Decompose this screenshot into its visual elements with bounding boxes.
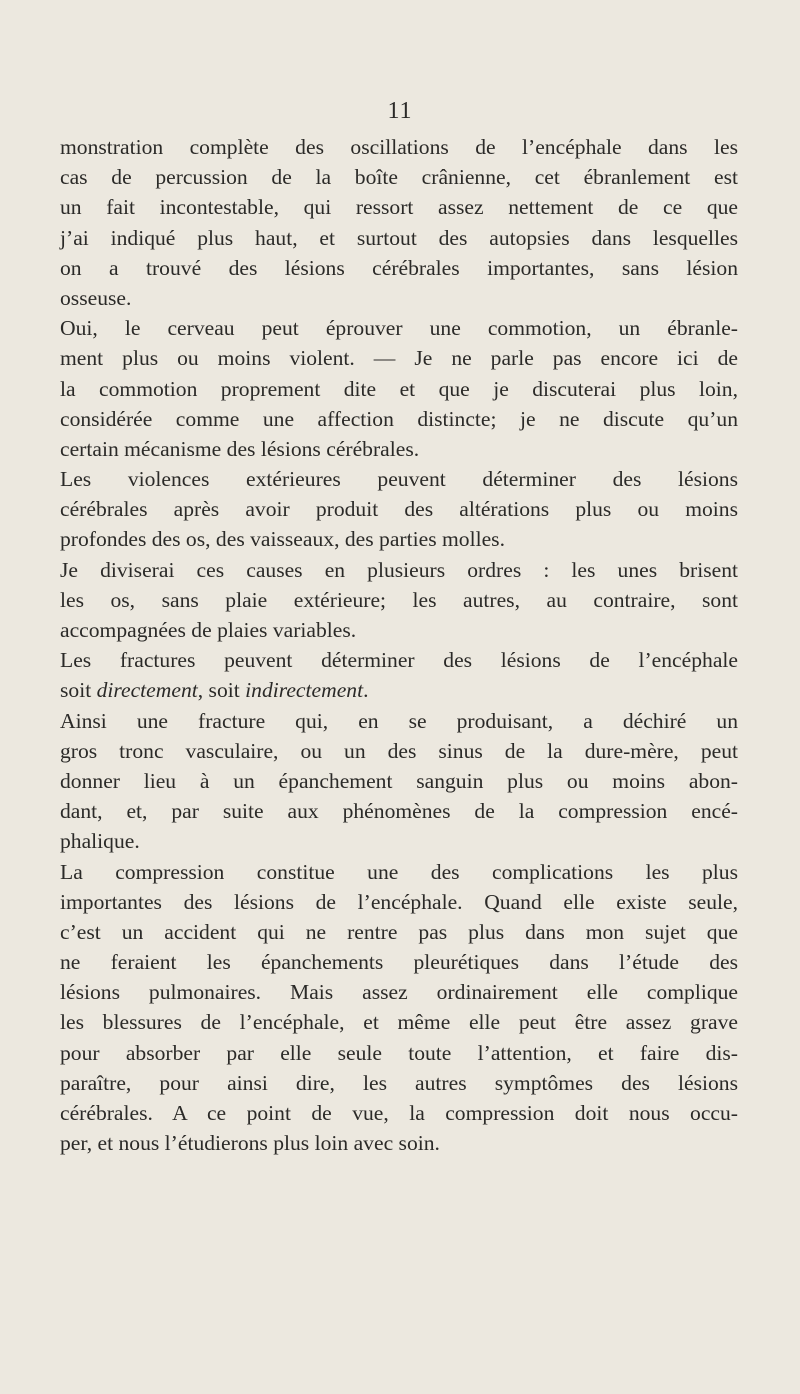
text-line: cas de percussion de la boîte crânienne, cet ébranlement est (60, 165, 738, 190)
paragraph-start-line: Ainsi une fracture qui, en se produisant, a déchiré un (60, 708, 738, 733)
text-line: cérébrales. A ce point de vue, la compression doit nous occu- (60, 1101, 738, 1125)
text-line: per, et nous l’étudierons plus loin avec soin. (60, 1131, 440, 1156)
text-line: c’est un accident qui ne rentre pas plus dans mon sujet que (60, 919, 738, 944)
text-line: certain mécanisme des lésions cérébrales. (60, 436, 420, 461)
text-line: osseuse. (60, 285, 132, 310)
text-line: donner lieu à un épanchement sanguin plus ou moins abon- (60, 768, 738, 793)
text-line: paraître, pour ainsi dire, les autres symptômes des lésions (60, 1070, 738, 1095)
text-line: cérébrales après avoir produit des altérations plus ou moins (60, 497, 738, 522)
text-line: lésions pulmonaires. Mais assez ordinairement elle complique (60, 980, 738, 1005)
text-line-with-italics (60, 675, 738, 705)
text-fragment: soit (60, 678, 97, 703)
paragraph-start-line: La compression constitue une des complications les plus (60, 859, 738, 884)
text-fragment: , soit (197, 678, 246, 703)
text-line: profondes des os, des vaisseaux, des parties molles. (60, 527, 505, 552)
italic-term: indirectement (245, 678, 364, 703)
paragraph-start-line: Oui, le cerveau peut éprouver une commotion, un ébranle- (60, 316, 738, 341)
body-text (60, 132, 738, 1158)
paragraph-start-line: Les fractures peuvent déterminer des lésions de l’encéphale (60, 648, 738, 673)
paragraph-start-line: Les violences extérieures peuvent déterminer des lésions (60, 467, 738, 492)
text-line: phalique. (60, 829, 140, 854)
text-line: j’ai indiqué plus haut, et surtout des autopsies dans lesquelles (60, 225, 738, 250)
text-line: gros tronc vasculaire, ou un des sinus de la dure-mère, peut (60, 738, 738, 763)
text-line: les blessures de l’encéphale, et même elle peut être assez grave (60, 1010, 738, 1035)
text-line: on a trouvé des lésions cérébrales importantes, sans lésion (60, 255, 738, 280)
text-line: importantes des lésions de l’encéphale. Quand elle existe seule, (60, 889, 738, 914)
text-line: monstration complète des oscillations de l’encéphale dans les (60, 135, 738, 159)
italic-term: directement (96, 678, 198, 703)
text-line: dant, et, par suite aux phénomènes de la compression encé- (60, 799, 738, 824)
text-line: la commotion proprement dite et que je discuterai plus loin, (60, 376, 738, 401)
text-line: ne feraient les épanchements pleurétiques dans l’étude des (60, 950, 738, 975)
text-line: les os, sans plaie extérieure; les autres, au contraire, sont (60, 587, 738, 612)
page-number: 11 (387, 98, 413, 124)
text-fragment: . (363, 678, 369, 703)
paragraph-start-line: Je diviserai ces causes en plusieurs ordres : les unes brisent (60, 557, 738, 582)
text-line: ment plus ou moins violent. — Je ne parle pas encore ici de (60, 346, 738, 371)
text-line: un fait incontestable, qui ressort assez nettement de ce que (60, 195, 738, 220)
text-line: pour absorber par elle seule toute l’attention, et faire dis- (60, 1040, 738, 1065)
text-line: accompagnées de plaies variables. (60, 618, 357, 642)
text-line: considérée comme une affection distincte; je ne discute qu’un (60, 406, 738, 431)
